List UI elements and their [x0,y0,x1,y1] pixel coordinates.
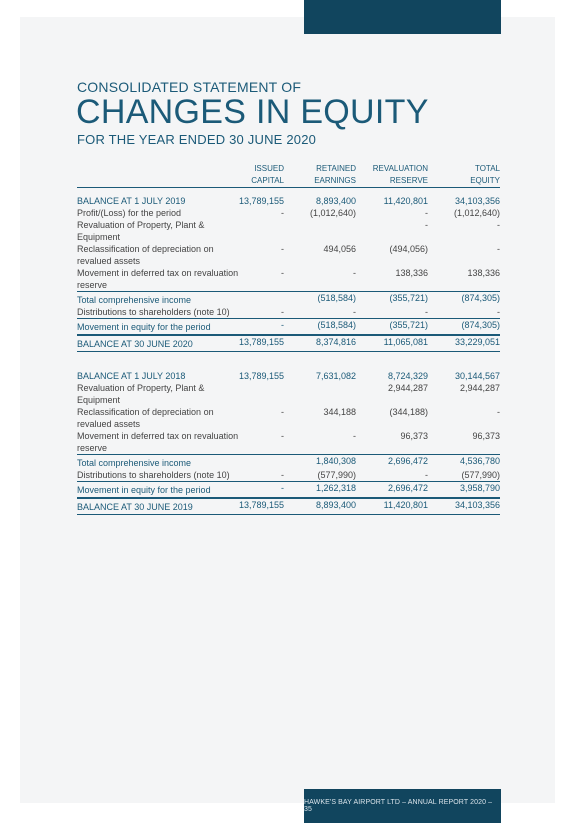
row-value: 13,789,155 [238,500,284,510]
row-value: 8,374,816 [315,337,356,347]
row-value: - [281,307,284,317]
table-row [77,370,500,382]
row-label: Revaluation of Property, Plant & Equipment [77,383,205,405]
col-header-line: TOTAL [474,164,500,173]
row-value: - [425,470,428,480]
row-value: 4,536,780 [459,456,500,466]
row-value: 344,188 [323,407,356,417]
row-label: Movement in equity for the period [77,485,211,495]
top-accent-tab [304,0,501,34]
row-value: 1,262,318 [315,483,356,493]
row-value: - [281,470,284,480]
row-value: 3,958,790 [459,483,500,493]
table-row [77,267,500,291]
col-header-line: RESERVE [389,176,428,185]
row-value: - [425,208,428,218]
row-label: BALANCE AT 1 JULY 2019 [77,196,186,206]
table-row [77,243,500,267]
row-value: - [425,307,428,317]
row-value: - [281,431,284,441]
row-label: Revaluation of Property, Plant & Equipment [77,220,205,242]
row-value: 2,696,472 [387,456,428,466]
row-value: 2,944,287 [387,383,428,393]
row-label: Distributions to shareholders (note 10) [77,470,230,480]
row-value: - [353,431,356,441]
row-value: 2,696,472 [387,483,428,493]
col-header-line: EARNINGS [314,176,356,185]
table-row [77,291,500,306]
row-value: (1,012,640) [309,208,356,218]
col-header-line: EQUITY [470,176,500,185]
table-row [77,406,500,430]
row-value: 13,789,155 [238,371,284,381]
row-value: - [281,244,284,254]
row-value: - [281,483,284,493]
row-value: (874,305) [461,320,500,330]
row-value: - [497,244,500,254]
row-label: Total comprehensive income [77,458,192,468]
row-value: 7,631,082 [315,371,356,381]
row-label: BALANCE AT 30 JUNE 2019 [77,502,193,512]
row-value: - [353,268,356,278]
row-label: Movement in deferred tax on revaluation reserve [77,431,239,453]
col-header-line: CAPITAL [251,176,284,185]
table-row [77,306,500,318]
col-header-revaluation-reserve [356,163,428,187]
table-row [77,454,500,469]
row-value: 33,229,051 [454,337,500,347]
row-value: 138,336 [467,268,500,278]
row-value: 1,840,308 [315,456,356,466]
row-value: 11,420,801 [383,500,428,510]
row-label: BALANCE AT 1 JULY 2018 [77,371,186,381]
row-value: 138,336 [395,268,428,278]
page-footer: HAWKE'S BAY AIRPORT LTD – ANNUAL REPORT 2020 – 35 [304,789,501,823]
table-row [77,335,500,352]
row-value: 96,373 [400,431,428,441]
row-value: (874,305) [461,293,500,303]
table-row [77,195,500,207]
row-value: (577,990) [461,470,500,480]
row-value: (494,056) [389,244,428,254]
col-header-issued-capital [207,163,284,187]
row-label: Movement in deferred tax on revaluation reserve [77,268,239,290]
row-value: 13,789,155 [238,196,284,206]
table-row [77,318,500,335]
table-row [77,382,500,406]
row-label: Reclassification of depreciation on revalued assets [77,244,214,266]
title-period: FOR THE YEAR ENDED 30 JUNE 2020 [77,132,317,147]
row-value: 11,065,081 [383,337,428,347]
col-header-line: REVALUATION [372,164,428,173]
row-value: 2,944,287 [459,383,500,393]
row-value: - [281,320,284,330]
col-header-line: ISSUED [254,164,284,173]
table-row [77,498,500,515]
col-header-retained-earnings [284,163,356,187]
row-label: Distributions to shareholders (note 10) [77,307,230,317]
row-value: 11,420,801 [383,196,428,206]
row-value: - [281,208,284,218]
row-value: - [353,307,356,317]
table-body [77,188,500,515]
row-value: - [281,407,284,417]
table-row [77,481,500,498]
row-value: (577,990) [317,470,356,480]
row-value: - [497,307,500,317]
title-line-1: CONSOLIDATED STATEMENT OF [77,79,302,95]
row-value: 34,103,356 [454,196,500,206]
row-label: Profit/(Loss) for the period [77,208,182,218]
table-row [77,469,500,481]
table-row [77,430,500,454]
row-value: (355,721) [389,293,428,303]
page-title: CHANGES IN EQUITY [76,93,429,131]
row-value: 494,056 [323,244,356,254]
row-value: (1,012,640) [453,208,500,218]
row-value: (344,188) [389,407,428,417]
row-value: (355,721) [389,320,428,330]
table-header [77,163,500,188]
row-value: 13,789,155 [238,337,284,347]
row-value: (518,584) [317,293,356,303]
row-value: 8,724,329 [387,371,428,381]
row-value: - [497,220,500,230]
row-value: (518,584) [317,320,356,330]
row-value: - [425,220,428,230]
row-value: - [497,407,500,417]
col-header-line: RETAINED [316,164,356,173]
row-value: 96,373 [472,431,500,441]
row-label: Reclassification of depreciation on revalued assets [77,407,214,429]
equity-table [77,163,500,515]
row-value: 8,893,400 [315,196,356,206]
table-row [77,219,500,243]
table-row [77,207,500,219]
row-label: Total comprehensive income [77,295,192,305]
row-value: 34,103,356 [454,500,500,510]
row-label: Movement in equity for the period [77,322,211,332]
row-label: BALANCE AT 30 JUNE 2020 [77,339,193,349]
row-value: - [281,268,284,278]
col-header-total-equity [428,163,500,187]
row-value: 30,144,567 [454,371,500,381]
row-value: 8,893,400 [315,500,356,510]
